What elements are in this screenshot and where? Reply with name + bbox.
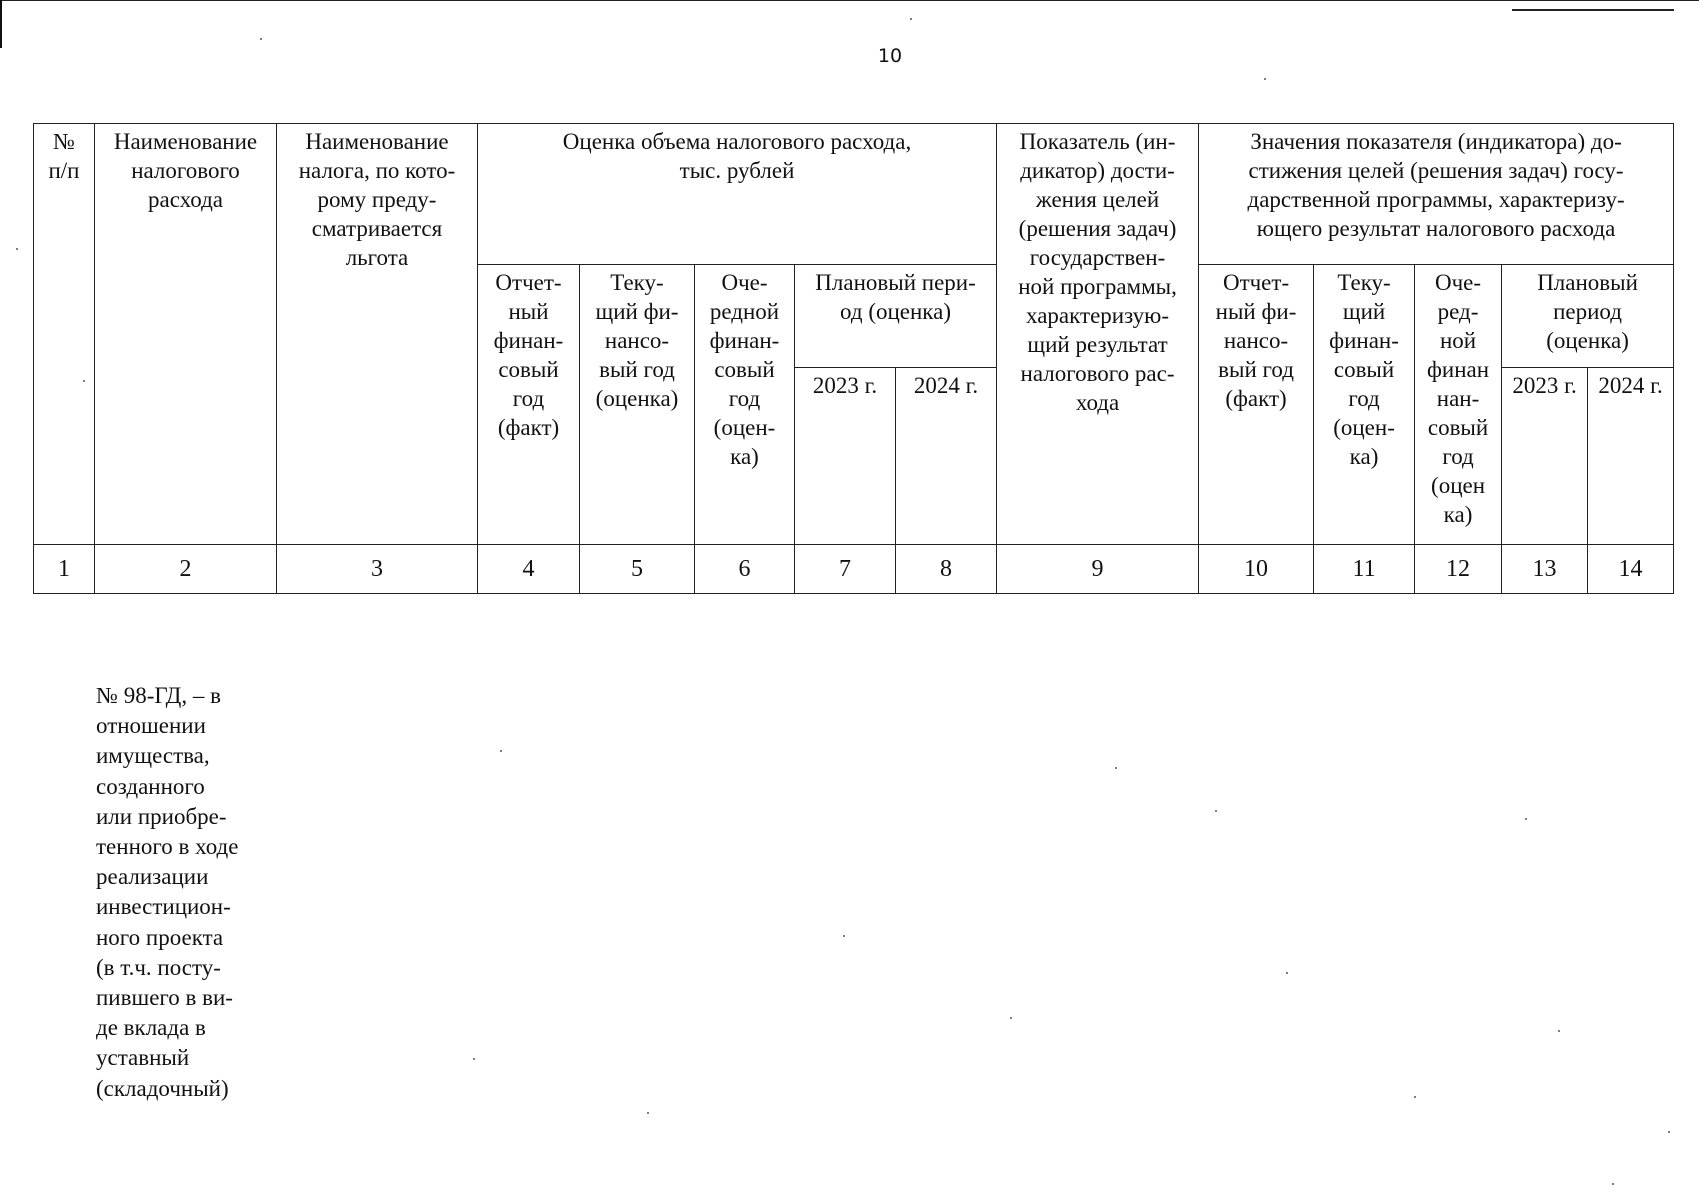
- scan-speck: [910, 18, 912, 20]
- header-cell-val-planned-period: Плановый период (оценка): [1502, 265, 1674, 368]
- column-number-cell: 3: [277, 545, 478, 594]
- column-number-cell: 4: [478, 545, 580, 594]
- column-number-cell: 7: [795, 545, 896, 594]
- scan-speck: [83, 380, 85, 382]
- scan-speck: [647, 1112, 649, 1114]
- header-cell-indicator-values: Значения показателя (индикатора) до- стижения целей (решения задач) госу- дарственной программы, характеризу- ющего результат налогового расхода: [1199, 124, 1674, 265]
- column-number-cell: 8: [896, 545, 997, 594]
- scan-speck: [1414, 1096, 1416, 1098]
- scan-speck: [1264, 78, 1266, 80]
- scan-speck: [1010, 1017, 1012, 1019]
- header-cell-number: № п/п: [34, 124, 95, 545]
- header-cell-val-2024: 2024 г.: [1588, 368, 1674, 545]
- column-number-cell: 6: [695, 545, 795, 594]
- scan-edge-top: [0, 0, 1699, 1]
- scan-edge-right: [1512, 9, 1674, 11]
- page-number: 10: [877, 45, 903, 67]
- header-cell-indicator: Показатель (ин- дикатор) дости- жения целей (решения задач) государствен- ной программы, характеризую- щий результат налогового рас- хода: [997, 124, 1199, 545]
- scan-speck: [1115, 767, 1117, 769]
- column-number-cell: 5: [580, 545, 695, 594]
- scan-speck: [500, 750, 502, 752]
- column-number-cell: 9: [997, 545, 1199, 594]
- column-number-row: [34, 545, 1674, 594]
- column-number-cell: 10: [1199, 545, 1314, 594]
- header-cell-vol-reported-year: Отчет- ный финан- совый год (факт): [478, 265, 580, 545]
- header-cell-val-next-year: Оче- ред- ной финан нан- совый год (оцен ка): [1415, 265, 1502, 545]
- header-cell-val-current-year: Теку- щий финан- совый год (оцен- ка): [1314, 265, 1415, 545]
- scan-speck: [1558, 1030, 1560, 1032]
- scan-edge-left: [0, 0, 2, 48]
- header-cell-expenditure-name: Наименование налогового расхода: [95, 124, 277, 545]
- column-number-cell: 13: [1502, 545, 1588, 594]
- scan-speck: [1668, 1131, 1670, 1133]
- scan-speck: [260, 38, 262, 40]
- header-row-1: [34, 124, 1674, 265]
- header-cell-vol-2023: 2023 г.: [795, 368, 896, 545]
- header-cell-val-reported-year: Отчет- ный фи- нансо- вый год (факт): [1199, 265, 1314, 545]
- header-cell-vol-current-year: Теку- щий фи- нансо- вый год (оценка): [580, 265, 695, 545]
- scan-speck: [1525, 818, 1527, 820]
- header-cell-volume-estimate: Оценка объема налогового расхода, тыс. рублей: [478, 124, 997, 265]
- first-column-continuation-text: № 98-ГД, – в отношении имущества, созданного или приобре- тенного в ходе реализации инвестицион- ного проекта (в т.ч. посту- пившего в ви- де вклада в уставный (складочный): [96, 683, 239, 1101]
- column-number-cell: 2: [95, 545, 277, 594]
- column-number-cell: 12: [1415, 545, 1502, 594]
- scan-speck: [16, 248, 18, 250]
- tax-expenditure-table: [33, 123, 1674, 594]
- column-number-cell: 14: [1588, 545, 1674, 594]
- header-cell-val-2023: 2023 г.: [1502, 368, 1588, 545]
- scan-speck: [1215, 810, 1217, 812]
- scan-speck: [473, 1058, 475, 1060]
- header-cell-vol-2024: 2024 г.: [896, 368, 997, 545]
- column-number-cell: 11: [1314, 545, 1415, 594]
- scan-speck: [843, 935, 845, 937]
- header-cell-tax-name: Наименование налога, по кото- рому преду- сматривается льгота: [277, 124, 478, 545]
- scan-speck: [1286, 972, 1288, 974]
- header-cell-vol-planned-period: Плановый пери- од (оценка): [795, 265, 997, 368]
- header-cell-vol-next-year: Оче- редной финан- совый год (оцен- ка): [695, 265, 795, 545]
- scan-speck: [1612, 1183, 1614, 1185]
- column-number-cell: 1: [34, 545, 95, 594]
